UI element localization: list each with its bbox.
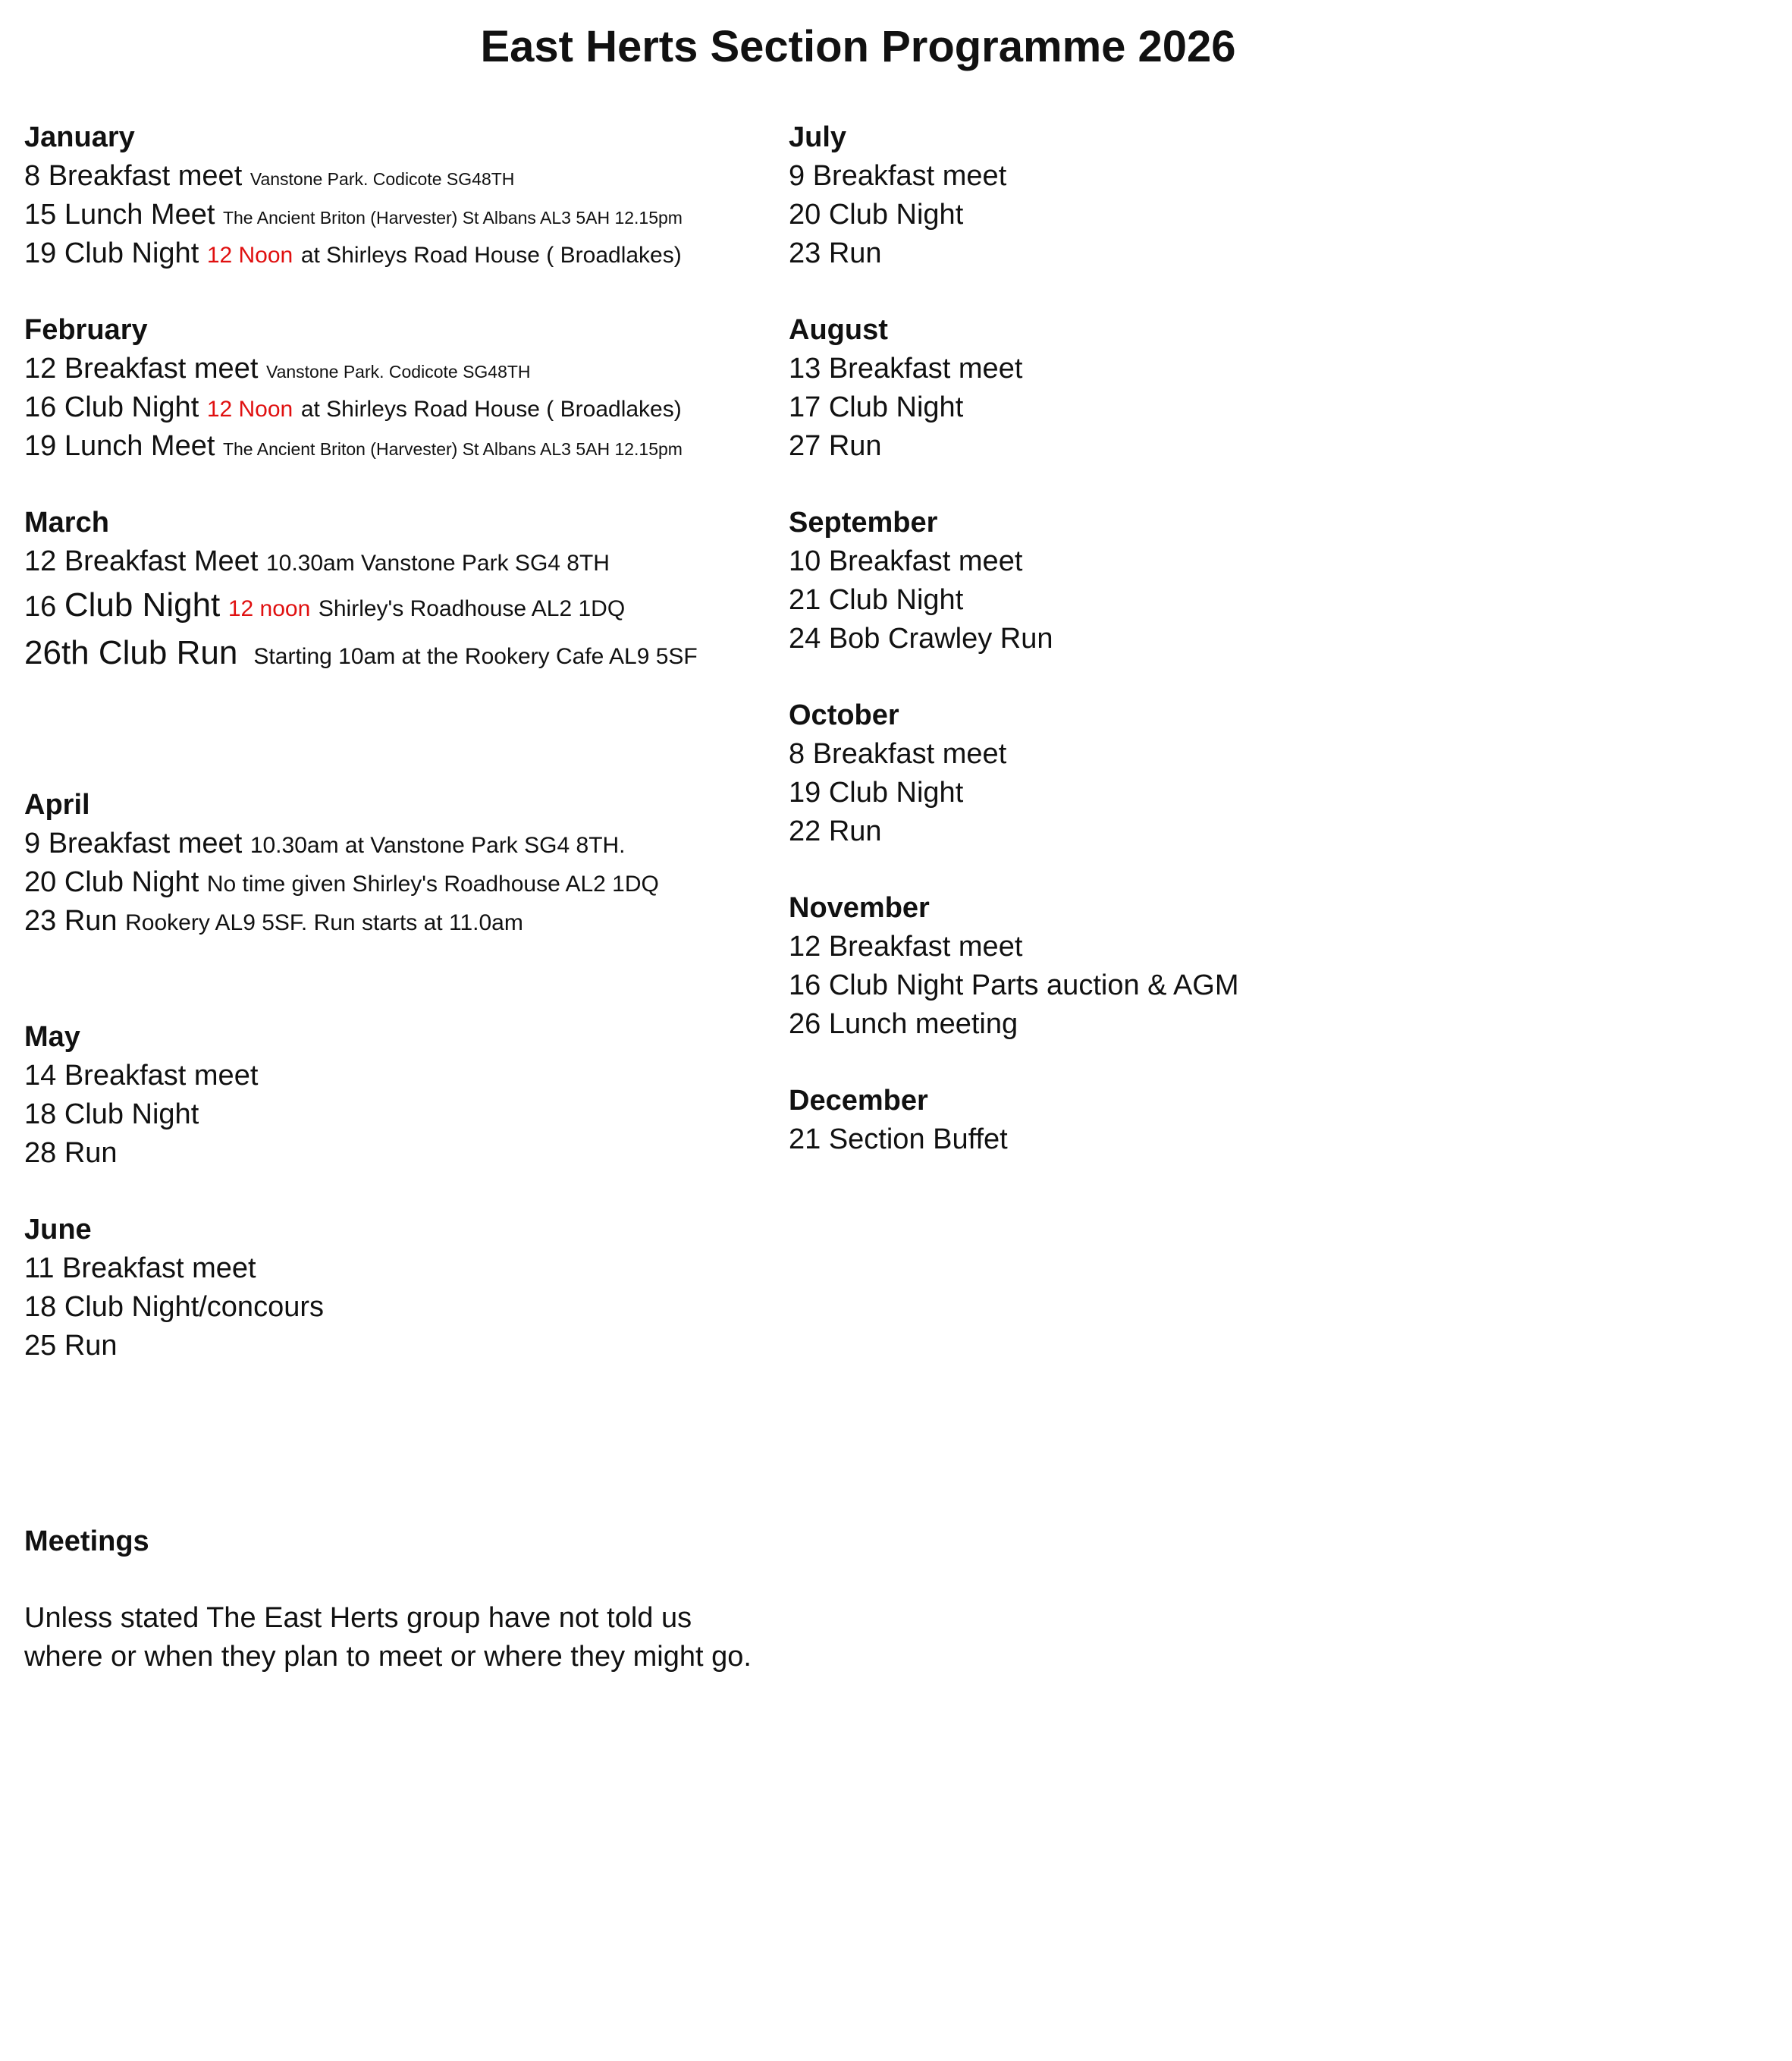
left-column [24,118,752,1403]
event-entry [24,581,752,629]
month-november [789,889,1547,1044]
event-entry: 28 Run [24,1137,118,1169]
event-entry: 14 Breakfast meet [24,1060,259,1092]
event-title: 16 Club Night [24,391,199,423]
event-entry [24,542,752,581]
month-heading: June [24,1214,92,1246]
event-time-highlight: 12 Noon [206,243,293,268]
event-entry: 17 Club Night [789,391,964,423]
event-title: Club Night [64,586,221,624]
event-detail: 10.30am at Vanstone Park SG4 8TH. [249,833,626,858]
event-entry: 16 Club Night Parts auction & AGM [789,969,1239,1001]
event-entry: 21 Club Night [789,584,964,616]
event-entry: 11 Breakfast meet [24,1252,256,1284]
month-april [24,786,752,941]
event-entry: 9 Breakfast meet [789,160,1007,192]
month-heading: December [789,1085,928,1117]
month-heading: September [789,507,938,539]
month-heading: August [789,314,888,346]
event-entry [24,234,752,273]
event-entry [24,863,752,902]
month-march [24,504,752,677]
event-entry: 23 Run [789,237,882,269]
event-detail: Rookery AL9 5SF. Run starts at 11.0am [125,910,523,935]
event-detail: at Shirleys Road House ( Broadlakes) [300,243,682,268]
month-june [24,1211,752,1365]
event-entry: 24 Bob Crawley Run [789,623,1053,655]
event-title: 8 Breakfast meet [24,160,243,192]
event-entry [24,157,752,196]
month-heading: April [24,789,90,821]
meetings-heading: Meetings [24,1525,149,1557]
month-august [789,311,1547,466]
event-entry: 8 Breakfast meet [789,738,1007,770]
event-detail: Shirley's Roadhouse AL2 1DQ [318,596,626,621]
event-time-highlight: 12 Noon [206,397,293,422]
right-column [789,118,1547,1197]
month-february [24,311,752,466]
event-detail: The Ancient Briton (Harvester) St Albans AL3 5AH 12.15pm [222,208,683,228]
month-october [789,696,1547,851]
event-detail: Vanstone Park. Codicote SG48TH [249,169,515,189]
event-entry: 27 Run [789,430,882,462]
month-heading: November [789,892,930,924]
event-detail: 10.30am Vanstone Park SG4 8TH [265,551,610,576]
event-entry [24,629,752,677]
month-heading: July [789,121,847,153]
event-title: 12 Breakfast Meet [24,545,259,577]
event-entry [24,427,752,466]
event-title: 20 Club Night [24,866,199,898]
event-time-highlight: 12 noon [228,596,311,621]
month-january [24,118,752,273]
event-title: 19 Club Night [24,237,199,269]
month-heading: January [24,121,135,153]
month-december [789,1082,1547,1159]
month-september [789,504,1547,658]
event-entry: 26 Lunch meeting [789,1008,1018,1040]
event-date: 16 [24,591,57,623]
event-detail: Vanstone Park. Codicote SG48TH [265,362,531,382]
event-entry [24,196,752,234]
month-heading: February [24,314,148,346]
event-title: 23 Run [24,905,118,937]
event-detail: No time given Shirley's Roadhouse AL2 1DQ [206,872,659,897]
month-may [24,1018,752,1173]
month-heading: October [789,699,899,731]
event-title: 15 Lunch Meet [24,199,215,231]
event-title: 9 Breakfast meet [24,828,243,859]
event-entry: 12 Breakfast meet [789,931,1023,963]
event-entry: 20 Club Night [789,199,964,231]
month-heading: May [24,1021,80,1053]
month-heading: March [24,507,109,539]
event-title: 19 Lunch Meet [24,430,215,462]
event-entry [24,388,752,427]
page-title: East Herts Section Programme 2026 [480,22,1236,71]
event-entry: 10 Breakfast meet [789,545,1023,577]
event-title: 12 Breakfast meet [24,353,259,385]
meetings-body: Unless stated The East Herts group have not told us where or when they plan to meet or where they might go. [24,1602,752,1673]
event-entry: 19 Club Night [789,777,964,809]
event-detail: at Shirleys Road House ( Broadlakes) [300,397,682,422]
month-july [789,118,1547,273]
event-title: 26th Club Run [24,634,238,671]
event-entry: 22 Run [789,815,882,847]
event-entry: 18 Club Night [24,1098,199,1130]
event-entry [24,902,752,941]
event-entry: 21 Section Buffet [789,1123,1008,1155]
event-detail: The Ancient Briton (Harvester) St Albans AL3 5AH 12.15pm [222,439,683,459]
event-detail: Starting 10am at the Rookery Cafe AL9 5SF [253,644,698,669]
event-entry: 25 Run [24,1330,118,1362]
event-entry: 18 Club Night/concours [24,1291,324,1323]
event-entry [24,350,752,388]
event-entry [24,825,752,863]
event-entry: 13 Breakfast meet [789,353,1023,385]
